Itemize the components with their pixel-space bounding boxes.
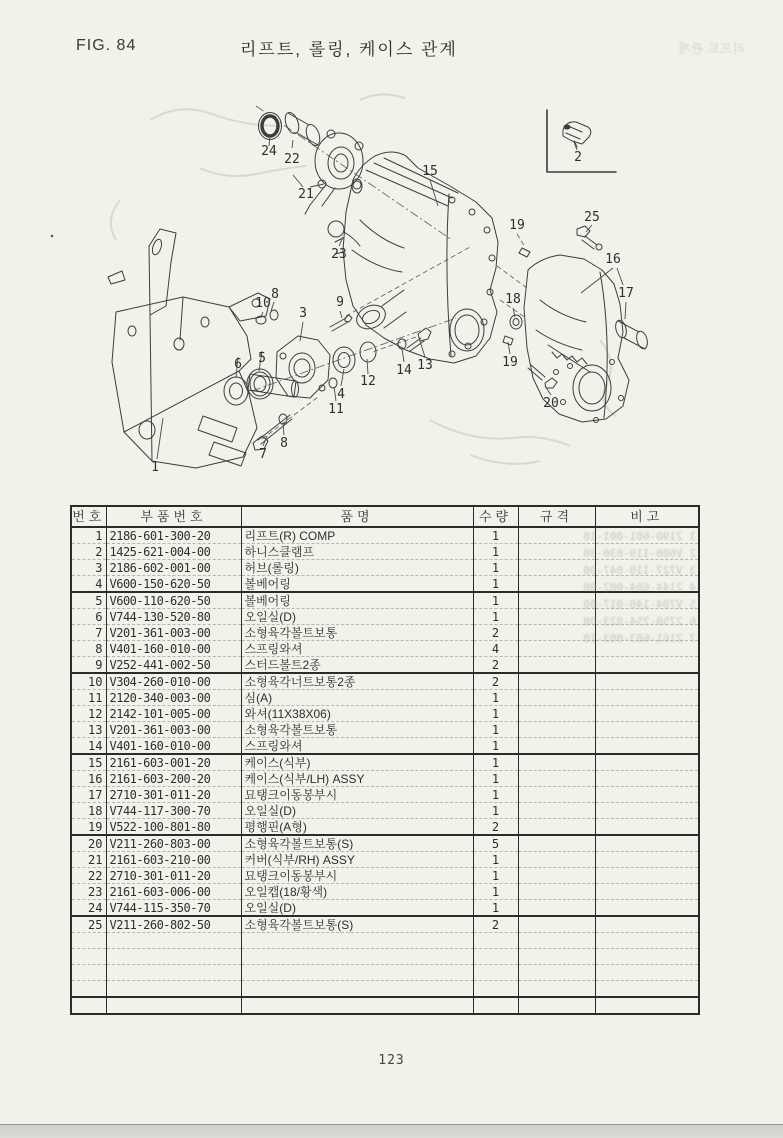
cell-part-name [241, 933, 473, 949]
callout-21: 21 [298, 187, 314, 202]
table-row [71, 706, 699, 722]
page-number: 123 [378, 1053, 405, 1068]
cell-part-name [241, 981, 473, 998]
cell-number [71, 997, 106, 1014]
cell-part-number [106, 933, 241, 949]
cell-spec [518, 690, 595, 706]
lift-lever-drawing [108, 229, 299, 468]
table-row [71, 576, 699, 593]
cell-number: 25 [71, 916, 106, 933]
cell-quantity: 1 [473, 722, 518, 738]
cell-note [595, 787, 699, 803]
callout-13: 13 [417, 358, 433, 373]
cell-number [71, 933, 106, 949]
cell-quantity: 1 [473, 852, 518, 868]
table-row [71, 592, 699, 609]
cell-note [595, 803, 699, 819]
cell-part-number: V401-160-010-00 [106, 641, 241, 657]
page-bottom-edge-shadow [0, 1124, 783, 1138]
table-row [71, 641, 699, 657]
table-header-cell: 번호 [71, 506, 106, 527]
cell-part-number [106, 949, 241, 965]
cell-note [595, 625, 699, 641]
table-row [71, 673, 699, 690]
cell-spec [518, 560, 595, 576]
cell-note [595, 673, 699, 690]
cell-note [595, 771, 699, 787]
bleed-through-text: 5 V704-140-017-00 [583, 598, 696, 611]
callout-17: 17 [618, 286, 634, 301]
cell-note [595, 819, 699, 836]
table-header-cell: 수량 [473, 506, 518, 527]
cell-spec [518, 625, 595, 641]
cell-spec [518, 641, 595, 657]
table-row [71, 722, 699, 738]
cell-quantity: 1 [473, 900, 518, 917]
parts-diagram [0, 0, 783, 520]
cell-spec [518, 997, 595, 1014]
cell-spec [518, 544, 595, 560]
cell-spec [518, 884, 595, 900]
cell-spec [518, 981, 595, 998]
cell-note [595, 965, 699, 981]
cell-part-name: 소형육각볼트보통(S) [241, 916, 473, 933]
cell-part-number: V211-260-802-50 [106, 916, 241, 933]
table-row [71, 690, 699, 706]
callout-6: 6 [234, 357, 242, 372]
cell-part-name: 소형육각볼트보통(S) [241, 835, 473, 852]
cell-part-number: V522-100-801-80 [106, 819, 241, 836]
callout-19: 19 [509, 218, 525, 233]
cell-quantity [473, 949, 518, 965]
cell-quantity: 2 [473, 625, 518, 641]
cell-quantity: 1 [473, 771, 518, 787]
cell-part-name [241, 997, 473, 1014]
table-row [71, 852, 699, 868]
cell-quantity: 4 [473, 641, 518, 657]
cell-number: 13 [71, 722, 106, 738]
page-title: 리프트, 롤링, 케이스 관계 [240, 40, 458, 59]
table-row [71, 771, 699, 787]
cell-part-number: 2161-603-200-20 [106, 771, 241, 787]
cell-note [595, 868, 699, 884]
cell-note [595, 949, 699, 965]
table-header-row [71, 506, 699, 527]
cell-number: 16 [71, 771, 106, 787]
cell-number: 2 [71, 544, 106, 560]
callout-23: 23 [331, 247, 347, 262]
cell-part-name: 오일실(D) [241, 803, 473, 819]
callout-18: 18 [505, 292, 521, 307]
cell-number: 11 [71, 690, 106, 706]
cell-part-name: 소형육각볼트보통 [241, 625, 473, 641]
cell-quantity: 1 [473, 803, 518, 819]
main-case-drawing [335, 152, 498, 363]
table-row [71, 997, 699, 1014]
callout-12: 12 [360, 374, 376, 389]
table-row [71, 884, 699, 900]
cell-number [71, 981, 106, 998]
cell-note [595, 754, 699, 771]
cell-number: 7 [71, 625, 106, 641]
cell-number: 17 [71, 787, 106, 803]
cell-number: 8 [71, 641, 106, 657]
cell-part-name: 커버(식부/RH) ASSY [241, 852, 473, 868]
cell-spec [518, 965, 595, 981]
paper-speck [51, 235, 54, 238]
table-row [71, 835, 699, 852]
table-row [71, 754, 699, 771]
cell-part-number: V744-115-350-70 [106, 900, 241, 917]
bleed-through-text: 6 2750-254-023-00 [583, 615, 696, 628]
cell-number: 14 [71, 738, 106, 755]
cell-quantity: 2 [473, 657, 518, 674]
parts-table [70, 505, 700, 1015]
cell-note [595, 560, 699, 576]
cell-part-number: V401-160-010-00 [106, 738, 241, 755]
title-bleed-through-text: 리프트 관계 [678, 41, 745, 56]
callout-9: 9 [336, 295, 344, 310]
cell-number: 18 [71, 803, 106, 819]
table-row [71, 933, 699, 949]
cell-quantity: 2 [473, 916, 518, 933]
cell-note [595, 641, 699, 657]
figure-label: FIG. 84 [76, 37, 137, 54]
cell-quantity: 1 [473, 787, 518, 803]
callout-14: 14 [396, 363, 412, 378]
cell-spec [518, 835, 595, 852]
callout-5: 5 [258, 351, 266, 366]
cell-spec [518, 673, 595, 690]
cell-quantity [473, 997, 518, 1014]
cell-number: 15 [71, 754, 106, 771]
cell-spec [518, 916, 595, 933]
cell-part-number: 2161-603-210-00 [106, 852, 241, 868]
cell-part-name [241, 949, 473, 965]
cell-quantity [473, 965, 518, 981]
callout-3: 3 [299, 306, 307, 321]
cell-part-number: 2186-602-001-00 [106, 560, 241, 576]
cell-quantity: 1 [473, 738, 518, 755]
table-row [71, 803, 699, 819]
cell-note [595, 527, 699, 544]
bleed-through-text: 1 2190-601-001-10 [583, 530, 696, 543]
cell-number: 12 [71, 706, 106, 722]
callout-1: 1 [151, 460, 159, 475]
cell-spec [518, 722, 595, 738]
cell-part-number: 2142-101-005-00 [106, 706, 241, 722]
table-header-cell: 품명 [241, 506, 473, 527]
cell-part-name: 묘탱크이동봉부시 [241, 868, 473, 884]
cell-part-name: 스프링와셔 [241, 738, 473, 755]
cell-quantity: 1 [473, 576, 518, 593]
cell-part-number [106, 965, 241, 981]
bleed-through-text: 3 V727-110-047-00 [583, 564, 696, 577]
table-row [71, 625, 699, 641]
cell-part-number: V252-441-002-50 [106, 657, 241, 674]
cell-part-name: 심(A) [241, 690, 473, 706]
cell-part-name: 오일실(D) [241, 609, 473, 625]
cell-part-name: 케이스(식부) [241, 754, 473, 771]
cell-quantity: 1 [473, 868, 518, 884]
cell-quantity [473, 981, 518, 998]
cell-spec [518, 819, 595, 836]
cell-spec [518, 609, 595, 625]
callout-25: 25 [584, 210, 600, 225]
cell-note [595, 884, 699, 900]
callout-4: 4 [337, 387, 345, 402]
callout-19: 19 [502, 355, 518, 370]
cell-spec [518, 933, 595, 949]
cell-part-number: V600-110-620-50 [106, 592, 241, 609]
cell-part-name: 스터드볼트2종 [241, 657, 473, 674]
cell-part-name: 소형육각볼트보통 [241, 722, 473, 738]
cell-part-name: 평행핀(A형) [241, 819, 473, 836]
cell-part-number: 2161-603-006-00 [106, 884, 241, 900]
hub-bearing-chain-drawing [224, 310, 431, 450]
cell-part-name: 와셔(11X38X06) [241, 706, 473, 722]
cell-part-number: 1425-621-004-00 [106, 544, 241, 560]
cell-part-name: 소형육각너트보통2종 [241, 673, 473, 690]
cell-number: 19 [71, 819, 106, 836]
cell-quantity: 1 [473, 690, 518, 706]
cell-part-number: V201-361-003-00 [106, 722, 241, 738]
cell-spec [518, 949, 595, 965]
cell-note [595, 690, 699, 706]
cell-part-number: V201-361-003-00 [106, 625, 241, 641]
cell-part-number: V744-117-300-70 [106, 803, 241, 819]
cell-note [595, 933, 699, 949]
cell-note [595, 852, 699, 868]
cell-quantity: 1 [473, 706, 518, 722]
cell-number: 10 [71, 673, 106, 690]
cell-note [595, 997, 699, 1014]
cell-note [595, 706, 699, 722]
cell-number: 23 [71, 884, 106, 900]
cell-number [71, 949, 106, 965]
bleed-through-text: 2 V600-110-630-30 [583, 547, 696, 560]
table-row [71, 965, 699, 981]
callout-8: 8 [271, 287, 279, 302]
cell-note [595, 981, 699, 998]
cell-spec [518, 657, 595, 674]
cell-spec [518, 771, 595, 787]
cell-note [595, 835, 699, 852]
table-row [71, 900, 699, 917]
cell-quantity: 1 [473, 592, 518, 609]
table-row [71, 738, 699, 755]
cell-quantity: 1 [473, 560, 518, 576]
cell-quantity: 2 [473, 819, 518, 836]
cell-part-name: 하니스클램프 [241, 544, 473, 560]
cell-number: 4 [71, 576, 106, 593]
cell-part-number: V744-130-520-80 [106, 609, 241, 625]
table-row [71, 609, 699, 625]
cell-number: 9 [71, 657, 106, 674]
table-row [71, 527, 699, 544]
cell-part-number: 2120-340-003-00 [106, 690, 241, 706]
cell-note [595, 900, 699, 917]
cell-spec [518, 900, 595, 917]
table-row [71, 868, 699, 884]
table-header-cell: 비고 [595, 506, 699, 527]
cell-quantity: 2 [473, 673, 518, 690]
cell-spec [518, 868, 595, 884]
cell-note [595, 544, 699, 560]
bleed-through-text: 4 2144-604-002-00 [583, 581, 696, 594]
callout-7: 7 [259, 447, 267, 462]
callout-11: 11 [328, 402, 344, 417]
cell-spec [518, 738, 595, 755]
callout-8: 8 [280, 436, 288, 451]
callout-15: 15 [422, 164, 438, 179]
table-row [71, 981, 699, 998]
cell-quantity: 1 [473, 544, 518, 560]
callout-10: 10 [255, 296, 271, 311]
cell-part-name: 스프링와셔 [241, 641, 473, 657]
table-row [71, 819, 699, 836]
table-row [71, 560, 699, 576]
cell-number: 5 [71, 592, 106, 609]
cell-quantity: 5 [473, 835, 518, 852]
cell-spec [518, 852, 595, 868]
cell-part-number [106, 997, 241, 1014]
cell-part-name: 리프트(R) COMP [241, 527, 473, 544]
cell-part-number: V600-150-620-50 [106, 576, 241, 593]
callout-20: 20 [543, 396, 559, 411]
cell-note [595, 738, 699, 755]
cell-number: 3 [71, 560, 106, 576]
cell-number: 20 [71, 835, 106, 852]
table-row [71, 544, 699, 560]
cell-spec [518, 803, 595, 819]
cell-part-name [241, 965, 473, 981]
cell-part-number [106, 981, 241, 998]
callout-22: 22 [284, 152, 300, 167]
cell-note [595, 916, 699, 933]
cell-quantity: 1 [473, 527, 518, 544]
cell-quantity: 1 [473, 609, 518, 625]
cell-part-number: 2186-601-300-20 [106, 527, 241, 544]
cell-spec [518, 527, 595, 544]
callout-16: 16 [605, 252, 621, 267]
harness-clamp-drawing [563, 122, 591, 147]
cell-number: 22 [71, 868, 106, 884]
cell-part-name: 묘탱크이동봉부시 [241, 787, 473, 803]
table-row [71, 949, 699, 965]
table-row [71, 916, 699, 933]
cell-part-number: 2710-301-011-20 [106, 868, 241, 884]
cell-number [71, 965, 106, 981]
cell-part-number: V304-260-010-00 [106, 673, 241, 690]
cell-quantity: 1 [473, 754, 518, 771]
cell-spec [518, 706, 595, 722]
table-row [71, 787, 699, 803]
cell-part-name: 오일캡(18/황색) [241, 884, 473, 900]
cell-spec [518, 787, 595, 803]
callout-24: 24 [261, 144, 277, 159]
cell-number: 24 [71, 900, 106, 917]
cell-part-name: 허브(롤링) [241, 560, 473, 576]
cell-note [595, 657, 699, 674]
cell-part-number: V211-260-803-00 [106, 835, 241, 852]
cell-number: 1 [71, 527, 106, 544]
table-header-cell: 부품번호 [106, 506, 241, 527]
cell-part-name: 케이스(식부/LH) ASSY [241, 771, 473, 787]
cell-part-name: 볼베어링 [241, 592, 473, 609]
cell-quantity [473, 933, 518, 949]
cell-part-number: 2710-301-011-20 [106, 787, 241, 803]
table-row [71, 657, 699, 674]
cell-note [595, 609, 699, 625]
cell-quantity: 1 [473, 884, 518, 900]
cell-part-number: 2161-603-001-20 [106, 754, 241, 771]
table-header-cell: 규격 [518, 506, 595, 527]
cell-spec [518, 754, 595, 771]
cell-spec [518, 576, 595, 593]
cell-note [595, 576, 699, 593]
lh-case-assembly-drawing [503, 226, 649, 423]
callout-2: 2 [574, 150, 582, 165]
cell-number: 21 [71, 852, 106, 868]
cell-part-name: 볼베어링 [241, 576, 473, 593]
bleed-through-text: 7 2161-603-003-10 [583, 632, 696, 645]
cell-part-name: 오일실(D) [241, 900, 473, 917]
cell-note [595, 592, 699, 609]
cell-spec [518, 592, 595, 609]
cell-number: 6 [71, 609, 106, 625]
cell-note [595, 722, 699, 738]
